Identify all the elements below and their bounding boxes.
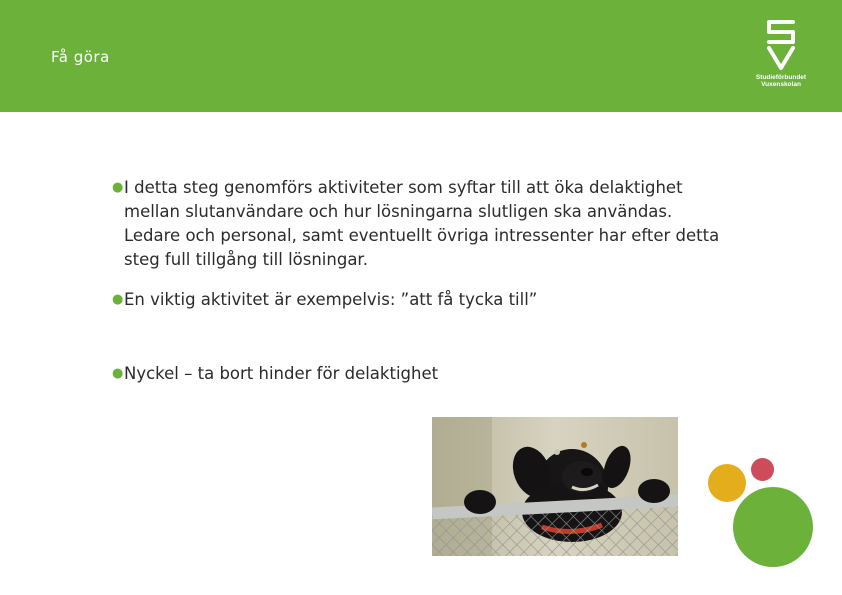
bullet-dot-icon: ● (112, 292, 124, 307)
decor-circle-red (751, 458, 774, 481)
bullet-dot-icon: ● (112, 366, 124, 381)
dog-photo-illustration (432, 417, 678, 556)
bullet-item (110, 176, 720, 272)
sv-logo (748, 20, 814, 92)
decor-circle-green (733, 487, 813, 567)
bullet-dot-icon: ● (112, 180, 124, 195)
page-title: Få göra (51, 48, 110, 66)
header-banner (0, 0, 842, 112)
bullet-text: En viktig aktivitet är exempelvis: ”att få tycka till” (124, 290, 538, 309)
logo-text-line2: Vuxenskolan (761, 81, 801, 88)
bullet-item (110, 288, 720, 312)
bullet-text: I detta steg genomförs aktiviteter som syftar till att öka delaktighet mellan slutanvändare och hur lösningarna slutligen ska användas. Ledare och personal, samt eventuellt övriga intressenter har efter detta steg full tillgång till lösningar. (124, 178, 720, 269)
bullet-list (110, 176, 720, 386)
bullet-text: Nyckel – ta bort hinder för delaktighet (124, 364, 439, 383)
sv-logo-mark (765, 20, 797, 70)
logo-text-line1: Studieförbundet (755, 74, 807, 81)
decor-circle-yellow (708, 464, 746, 502)
bullet-item (110, 362, 720, 386)
dog-photo (432, 417, 678, 556)
